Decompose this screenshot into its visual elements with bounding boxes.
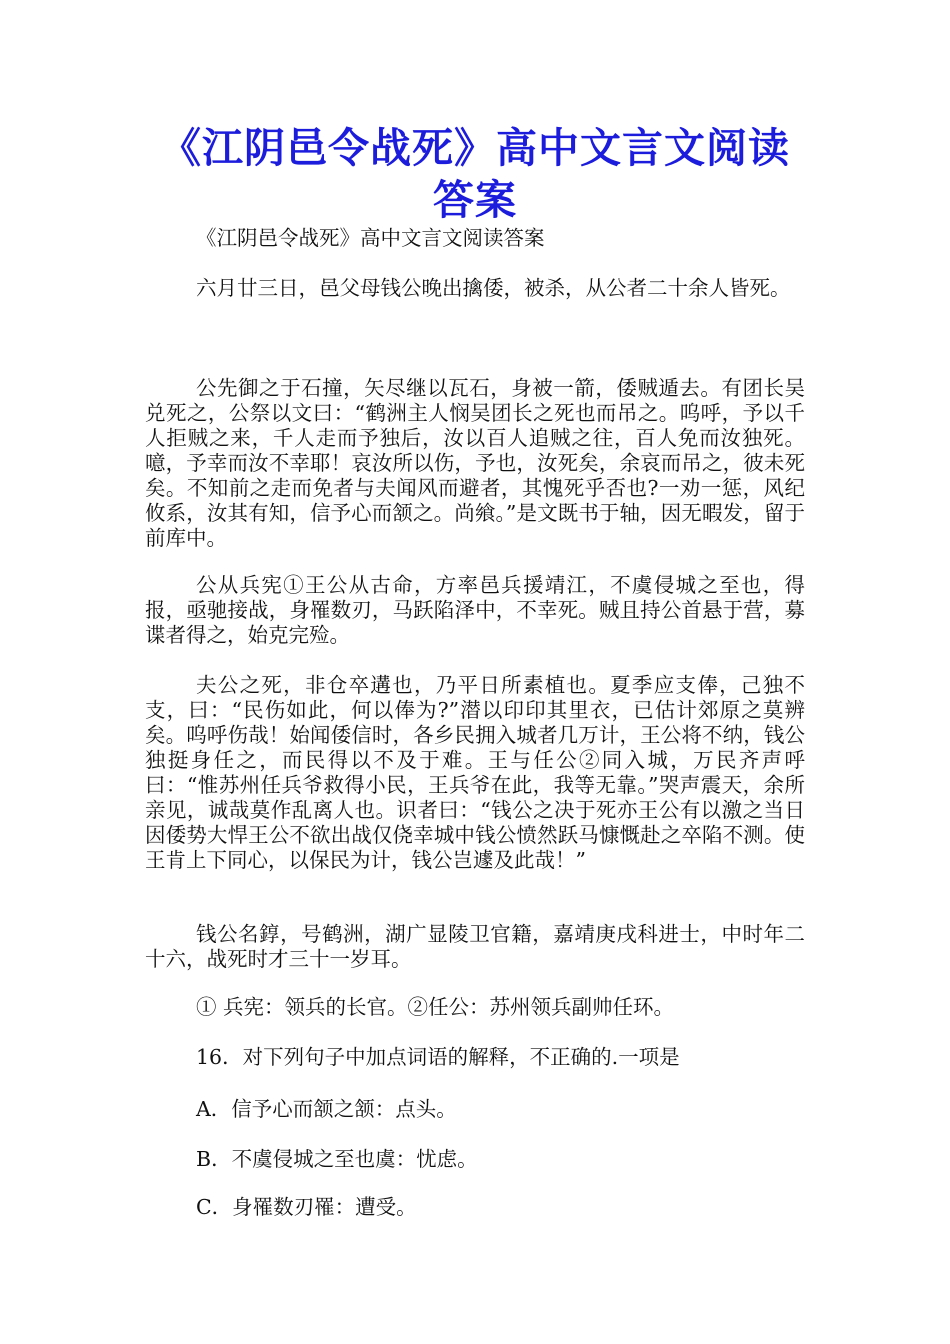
option-c: C．身罹数刃罹：遭受。 [196, 1195, 417, 1219]
paragraph-1: 六月廿三日，邑父母钱公晚出擒倭，被杀，从公者二十余人皆死。 [196, 276, 791, 300]
option-a: A．信予心而颔之颔：点头。 [196, 1097, 457, 1121]
question-stem: 16．对下列句子中加点词语的解释，不正确的.一项是 [196, 1045, 680, 1069]
paragraph-2: 公先御之于石撞，矢尽继以瓦石，身被一箭，倭贼遁去。有团长吴兑死之，公祭以文曰：“鹤洲主人悯吴团长之死也而吊之。呜呼，予以千人拒贼之来，千人走而予独后，汝以百人追贼之往，百人免而汝独死。噫，予幸而汝不幸耶！哀汝所以伤，予也，汝死矣，余哀而吊之，彼未死矣。不知前之走而免者与夫闻风而避者，其愧死乎否也?一劝一惩，风纪攸系，汝其有知，信予心而颔之。尚飨。”是文既书于轴，因无暇发，留于前库中。 [145, 376, 805, 550]
paragraph-3: 公从兵宪①王公从古命，方率邑兵援靖江，不虞侵城之至也，得报，亟驰接战，身罹数刃，马跃陷泽中，不幸死。贼且持公首悬于营，募谍者得之，始克完殓。 [145, 573, 805, 647]
paragraph-5: 钱公名錞，号鹤洲，湖广显陵卫官籍，嘉靖庚戌科进士，中时年二十六，战死时才三十一岁耳。 [145, 922, 805, 971]
document-subtitle: 《江阴邑令战死》高中文言文阅读答案 [196, 226, 545, 250]
option-b: B．不虞侵城之至也虞：忧虑。 [196, 1147, 478, 1171]
paragraph-4: 夫公之死，非仓卒遘也，乃平日所素植也。夏季应支俸，己独不支，曰：“民伤如此，何以俸为?”潜以印印其里衣，已估计郊原之莫辨矣。呜呼伤哉！始闻倭信时，各乡民拥入城者几万计，王公将不纳，钱公独挺身任之，而民得以不及于难。王与任公②同入城，万民齐声呼曰：“惟苏州任兵爷救得小民，王兵爷在此，我等无靠。”哭声震天，余所亲见，诚哉莫作乱离人也。识者曰：“钱公之决于死亦王公有以激之当日因倭势大悍王公不欲出战仅侥幸城中钱公愤然跃马慷慨赴之卒陷不测。使王肯上下同心，以保民为计，钱公岂遽及此哉！” [145, 673, 805, 872]
document-title: 《江阴邑令战死》高中文言文阅读答案 [160, 124, 790, 224]
footnote: ① 兵宪：领兵的长官。②任公：苏州领兵副帅任环。 [196, 995, 675, 1019]
